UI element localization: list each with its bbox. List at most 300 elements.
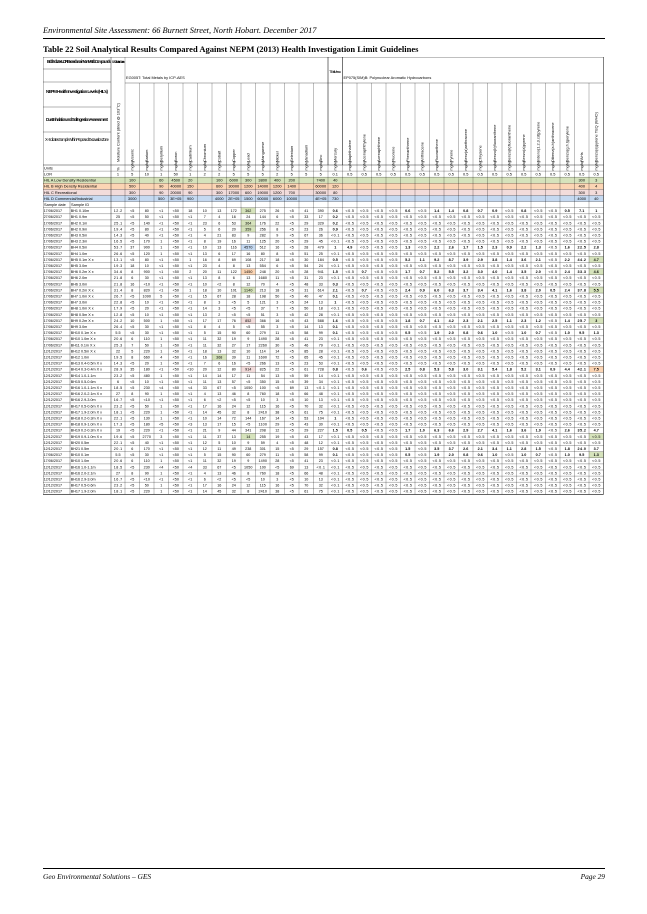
table-cell: <0.5	[519, 410, 528, 415]
table-cell: <50	[172, 270, 179, 275]
unit-cell: mg/kg	[536, 160, 541, 171]
table-cell: <0.5	[476, 233, 485, 238]
table-cell: 0.1	[332, 331, 338, 336]
column-header: Dibenz(a.h)anthracene	[550, 122, 556, 162]
table-cell: 48	[318, 392, 323, 397]
table-cell: 8	[218, 257, 221, 262]
table-cell: <0.5	[403, 355, 412, 360]
table-cell: <0.5	[374, 343, 383, 348]
column-header: Benzo(a)pyrene TEQ (WHO)	[593, 112, 599, 162]
unit-cell: mg/kg	[406, 160, 411, 171]
lor-cell: 0.5	[405, 171, 411, 177]
table-cell: <0.5	[563, 282, 572, 287]
table-cell: <0.5	[403, 392, 412, 397]
table-cell: <0.5	[374, 288, 383, 293]
table-cell: <0.5	[476, 440, 485, 445]
table-row-sample-id: BH2 0.1m	[70, 221, 88, 226]
table-cell: 11	[217, 447, 222, 451]
table-cell: <0.5	[432, 398, 441, 403]
table-cell: 1.5	[332, 428, 338, 433]
table-cell: <0.5	[519, 489, 528, 494]
table-cell: <5	[289, 459, 294, 464]
table-cell: 17	[202, 404, 207, 409]
table-cell: <5	[231, 386, 236, 390]
table-cell: <0.5	[389, 373, 398, 378]
table-cell: <0.5	[418, 337, 427, 342]
table-cell: <50	[172, 465, 179, 470]
table-cell: <5	[231, 477, 236, 482]
table-cell: 4.4	[564, 367, 570, 372]
table-cell: <0.5	[577, 215, 586, 220]
table-cell: <0.5	[345, 343, 354, 348]
lor-cell: 0.5	[361, 171, 367, 177]
table-cell: <5	[289, 233, 294, 238]
hil-cell: 1200	[243, 183, 253, 189]
lor-cell: 2	[218, 171, 221, 177]
table-cell: <0.5	[461, 416, 470, 421]
table-cell: <0.5	[577, 312, 586, 317]
table-cell: <0.5	[345, 416, 354, 421]
table-cell: <5	[289, 453, 294, 458]
table-cell: 2.2	[434, 245, 440, 250]
column-header: Mercury	[332, 147, 338, 162]
table-cell: 41	[304, 209, 309, 214]
table-cell: <0.5	[403, 361, 412, 366]
table-cell: 20	[275, 239, 280, 244]
table-cell: <1	[188, 434, 193, 439]
unit-cell: mg/kg	[580, 160, 585, 171]
table-cell: <0.5	[389, 471, 398, 476]
unit-cell: mg/kg	[551, 160, 556, 171]
table-cell: <5	[130, 294, 135, 299]
table-cell: 6.6	[448, 428, 454, 433]
table-cell: <0.1	[331, 398, 340, 403]
table-cell: 10	[144, 264, 149, 268]
table-cell: <0.5	[548, 264, 557, 268]
table-cell: 1.8	[506, 367, 512, 372]
table-cell: <0.5	[519, 422, 528, 427]
table-cell: <0.5	[563, 422, 572, 427]
table-cell: <0.5	[505, 453, 514, 458]
table-cell: <0.5	[490, 392, 499, 397]
table-cell: 10	[130, 318, 135, 323]
table-cell: <0.5	[563, 398, 572, 403]
column-header: Cadmium	[187, 145, 193, 162]
table-cell: <0.5	[360, 227, 369, 232]
table-cell: <5	[289, 416, 294, 421]
table-cell: 69	[289, 465, 294, 470]
table-cell: <0.5	[403, 465, 412, 470]
table-cell: <0.5	[374, 453, 383, 458]
table-cell: 1.4	[434, 209, 440, 214]
table-cell: <0.5	[563, 227, 572, 232]
column-header: Benzo(a)pyrene	[521, 134, 527, 162]
table-cell: 3.6	[521, 428, 527, 433]
table-cell: <0.5	[505, 416, 514, 421]
table-cell: 37	[217, 434, 222, 439]
column-header: Copper	[231, 149, 237, 162]
table-cell: 23.2	[113, 373, 123, 378]
table-cell: <5	[130, 434, 135, 439]
hil-cell: 6000	[229, 177, 239, 183]
table-cell: <5	[289, 306, 294, 311]
table-cell: 6	[276, 264, 279, 268]
table-cell: <0.5	[534, 434, 543, 439]
table-cell: <0.5	[548, 483, 557, 488]
table-row-sample-id: BH3 0.5m	[70, 233, 88, 238]
table-cell: <0.5	[563, 434, 572, 439]
table-cell: 45	[318, 239, 323, 244]
table-cell: <0.5	[418, 282, 427, 287]
table-cell: <1	[188, 447, 193, 451]
table-row-date: 12/12/2017	[43, 416, 63, 421]
table-row-sample-id: BH11 0.1m X x	[70, 343, 96, 348]
table-cell: <0.5	[403, 489, 412, 494]
table-cell: <5	[231, 300, 236, 305]
table-cell: <0.5	[476, 276, 485, 281]
table-cell: 1	[160, 459, 163, 464]
hil-cell: 300	[245, 177, 252, 183]
table-cell: <5	[289, 245, 294, 250]
table-cell: <0.5	[432, 422, 441, 427]
hil-cell: 100	[129, 177, 136, 183]
table-cell: <2	[217, 477, 222, 482]
table-cell: 18	[318, 306, 323, 311]
table-cell: 1.6	[506, 428, 512, 433]
table-cell: <0.5	[577, 300, 586, 305]
table-cell: <0.5	[403, 398, 412, 403]
table-cell: <0.5	[519, 337, 528, 342]
table-cell: 5.5	[115, 453, 121, 458]
table-cell: 19	[275, 434, 280, 439]
table-cell: 6	[232, 276, 235, 281]
table-cell: <5	[246, 422, 251, 427]
table-cell: <0.5	[548, 282, 557, 287]
table-cell: 50	[144, 404, 149, 409]
table-cell: <5	[289, 392, 294, 397]
table-row-sample-id: BH14 1.0-1.1m	[70, 373, 96, 378]
table-cell: <0.5	[534, 489, 543, 494]
table-cell: <50	[172, 300, 179, 305]
table-cell: 32	[217, 459, 222, 464]
table-cell: <0.5	[447, 306, 456, 311]
table-cell: 2.8	[593, 245, 599, 250]
table-cell: 33.3	[577, 270, 586, 275]
table-cell: 35.2	[577, 428, 586, 433]
table-cell: 23	[202, 221, 207, 226]
table-cell: <0.5	[374, 264, 383, 268]
column-header: Selenium	[289, 145, 295, 162]
table-cell: <0.5	[418, 251, 427, 256]
table-cell: <5	[289, 410, 294, 415]
table-cell: 1.7	[405, 270, 411, 275]
table-cell: <0.5	[461, 355, 470, 360]
table-cell: 5	[203, 227, 206, 232]
table-cell: <0.5	[447, 434, 456, 439]
table-cell: <0.5	[534, 227, 543, 232]
table-cell: 11	[202, 434, 207, 439]
column-header: Anthracene	[419, 142, 425, 162]
table-cell: <5	[246, 379, 251, 384]
table-cell: <0.5	[447, 264, 456, 268]
table-cell: <0.5	[534, 459, 543, 464]
table-cell: <0.5	[360, 331, 369, 336]
table-cell: 35	[130, 367, 135, 372]
table-cell: 6.3	[448, 288, 454, 293]
table-cell: <0.5	[374, 239, 383, 244]
table-cell: 0.8	[332, 367, 338, 372]
table-cell: 1.0	[521, 331, 527, 336]
hil-cell: 40	[333, 177, 338, 183]
table-row-sample-id: BH1 0.10m	[70, 209, 90, 214]
table-cell: <0.5	[345, 349, 354, 354]
table-cell: <1	[188, 306, 193, 311]
table-cell: <0.5	[534, 337, 543, 342]
table-cell: 10	[144, 300, 149, 305]
table-cell: <0.5	[490, 465, 499, 470]
table-cell: <0.5	[505, 392, 514, 397]
table-cell: 28	[318, 312, 323, 317]
table-cell: <0.5	[432, 477, 441, 482]
table-cell: <0.5	[360, 392, 369, 397]
table-cell: <0.5	[360, 373, 369, 378]
table-cell: 19.4	[113, 227, 123, 232]
table-cell: <0.5	[534, 477, 543, 482]
lor-cell: 0.5	[434, 171, 440, 177]
table-cell: <1	[159, 276, 164, 281]
table-cell: 0.5	[347, 428, 353, 433]
table-cell: 67	[217, 294, 222, 299]
table-cell: <0.5	[563, 300, 572, 305]
lor-cell: 5	[232, 171, 235, 177]
table-cell: 24	[304, 300, 309, 305]
table-cell: 3.2	[463, 270, 469, 275]
table-cell: 5.2	[521, 367, 527, 372]
column-header: Acenaphthylene	[361, 134, 367, 162]
table-cell: 15	[217, 331, 222, 336]
table-cell: <0.5	[534, 465, 543, 470]
table-cell: 1	[160, 361, 163, 366]
table-row-sample-id: BH4 0.5m	[70, 245, 88, 250]
table-row-sample-id: BH18 0.9-1.0m X x	[70, 422, 102, 427]
table-cell: <5	[246, 325, 251, 329]
table-cell: 8	[203, 239, 206, 244]
table-row-date: 12/12/2017	[43, 373, 63, 378]
table-cell: <0.5	[432, 459, 441, 464]
hil-cell: 90	[159, 183, 164, 189]
table-cell: <0.5	[418, 294, 427, 299]
legend-nepm: NEPM Health Investigation Levels (HIL's)	[46, 89, 109, 94]
table-cell: 1.3	[535, 245, 541, 250]
table-cell: <0.5	[461, 282, 470, 287]
table-cell: <0.5	[403, 483, 412, 488]
table-cell: <0.5	[476, 398, 485, 403]
unit-cell: mg/kg	[449, 160, 454, 171]
table-cell: 4	[203, 471, 206, 476]
table-cell: <0.5	[389, 337, 398, 342]
table-cell: <0.5	[389, 331, 398, 336]
table-cell: 20	[144, 361, 149, 366]
table-row-date: 17/06/2017	[43, 282, 63, 287]
table-cell: 61	[304, 489, 309, 494]
table-row-sample-id: BH7 1.0m X x	[70, 294, 94, 299]
unit-cell: mg/kg	[145, 160, 150, 171]
table-cell: 1	[334, 416, 337, 421]
table-cell: <5	[130, 331, 135, 336]
table-cell: 6	[218, 361, 221, 366]
table-cell: 2.1	[332, 288, 338, 293]
table-cell: 53	[318, 361, 323, 366]
table-row-date: 12/12/2017	[43, 386, 63, 390]
table-cell: 11	[246, 239, 251, 244]
table-cell: <0.5	[360, 221, 369, 226]
table-cell: <1	[188, 477, 193, 482]
table-cell: <5	[130, 410, 135, 415]
table-cell: <0.5	[519, 239, 528, 244]
table-cell: 104	[317, 416, 324, 421]
table-cell: 2.2	[521, 245, 527, 250]
table-cell: <0.5	[563, 373, 572, 378]
table-cell: 24	[318, 264, 323, 268]
table-cell: <0.5	[447, 343, 456, 348]
table-cell: <0.5	[461, 440, 470, 445]
table-cell: 17	[318, 434, 323, 439]
table-cell: <5	[130, 251, 135, 256]
table-cell: 20.1	[113, 447, 123, 451]
table-cell: 9.5	[579, 453, 585, 458]
table-cell: <0.5	[345, 386, 354, 390]
table-cell: <0.5	[592, 355, 601, 360]
table-cell: 10	[260, 477, 265, 482]
table-cell: <0.5	[345, 288, 354, 293]
table-cell: 30	[144, 325, 149, 329]
table-cell: <0.5	[519, 215, 528, 220]
table-cell: <0.5	[577, 361, 586, 366]
table-cell: 27	[115, 392, 121, 397]
table-cell: <0.5	[360, 264, 369, 268]
table-cell: <0.5	[360, 318, 369, 323]
hil-cell: 100	[216, 177, 223, 183]
table-cell: 99	[318, 331, 323, 336]
table-cell: 11	[217, 270, 222, 275]
table-cell: <0.5	[534, 233, 543, 238]
table-cell: <0.5	[389, 428, 398, 433]
table-cell: <0.5	[577, 440, 586, 445]
table-cell: <0.5	[374, 428, 383, 433]
table-cell: 125	[259, 239, 266, 244]
table-cell: 0.7	[361, 270, 367, 275]
table-cell: <0.5	[505, 410, 514, 415]
table-cell: 1.5	[477, 245, 483, 250]
table-cell: 2.9	[463, 428, 469, 433]
table-cell: 30	[144, 453, 149, 458]
table-cell: <5	[130, 453, 135, 458]
table-cell: 359	[245, 227, 252, 232]
table-cell: <0.5	[360, 489, 369, 494]
table-cell: <0.5	[476, 227, 485, 232]
table-cell: 9	[247, 233, 250, 238]
table-cell: 1.0	[492, 331, 498, 336]
hil-label: HIL D Commercial/Industrial	[44, 195, 93, 201]
table-cell: <0.5	[345, 257, 354, 262]
table-row-sample-id: BH7 0.2m X x	[70, 288, 94, 293]
table-cell: <5	[289, 440, 294, 445]
table-cell: <0.5	[490, 221, 499, 226]
table-cell: 10	[202, 282, 207, 287]
table-row-date: 12/12/2017	[43, 355, 63, 360]
table-cell: <0.5	[505, 251, 514, 256]
unit-cell: mg/kg	[232, 160, 237, 171]
column-header: Zinc	[318, 154, 324, 162]
lor-cell: 0.5	[492, 171, 498, 177]
table-cell: <0.5	[360, 209, 369, 214]
table-cell: 2.1	[535, 257, 541, 262]
table-cell: <5	[130, 325, 135, 329]
table-cell: <1	[159, 257, 164, 262]
table-cell: <0.5	[548, 325, 557, 329]
table-cell: <0.5	[490, 300, 499, 305]
table-cell: <0.5	[345, 312, 354, 317]
table-row-sample-id: BH19 0.9-1.0m X x	[70, 434, 102, 439]
header-rule	[43, 38, 605, 39]
table-cell: 1.3	[593, 331, 599, 336]
table-cell: 53.7	[113, 245, 123, 250]
unit-cell: mg/kg	[420, 160, 425, 171]
table-row-date: 17/06/2017	[43, 270, 63, 275]
table-cell: 15	[231, 422, 236, 427]
table-cell: 28	[304, 270, 309, 275]
table-cell: <0.5	[418, 422, 427, 427]
table-cell: 30	[275, 343, 280, 348]
table-cell: <0.5	[374, 300, 383, 305]
table-cell: <0.5	[403, 477, 412, 482]
table-cell: 7	[131, 343, 134, 348]
table-cell: 23	[318, 337, 323, 342]
table-cell: <0.5	[360, 215, 369, 220]
table-cell: <50	[172, 459, 179, 464]
table-cell: <0.5	[403, 239, 412, 244]
table-cell: 1	[189, 257, 192, 262]
table-cell: 21	[202, 428, 207, 433]
table-cell: <0.5	[548, 245, 557, 250]
table-cell: <1	[188, 471, 193, 476]
table-cell: 3.7	[448, 447, 454, 451]
table-cell: 941	[317, 270, 324, 275]
table-cell: 79	[318, 343, 323, 348]
table-cell: <0.5	[505, 331, 514, 336]
table-cell: <50	[172, 264, 179, 268]
sample-id-header: Sample ID	[71, 202, 90, 207]
table-cell: <5	[231, 306, 236, 311]
table-cell: <0.5	[345, 361, 354, 366]
table-cell: <0.5	[374, 325, 383, 329]
table-cell: <0.5	[461, 465, 470, 470]
table-cell: 2.7	[477, 428, 483, 433]
table-cell: <0.5	[577, 471, 586, 476]
table-cell: <1	[159, 264, 164, 268]
table-cell: <0.5	[490, 276, 499, 281]
table-cell: <0.5	[490, 404, 499, 409]
table-cell: <0.5	[548, 440, 557, 445]
table-cell: <0.5	[461, 276, 470, 281]
table-cell: <5	[130, 422, 135, 427]
table-cell: <10	[143, 477, 150, 482]
table-cell: 27	[115, 471, 121, 476]
table-row-date: 17/06/2017	[43, 257, 63, 262]
table-cell: 1.3	[593, 453, 599, 458]
table-cell: 1680	[258, 276, 267, 281]
table-cell: <0.5	[345, 355, 354, 360]
